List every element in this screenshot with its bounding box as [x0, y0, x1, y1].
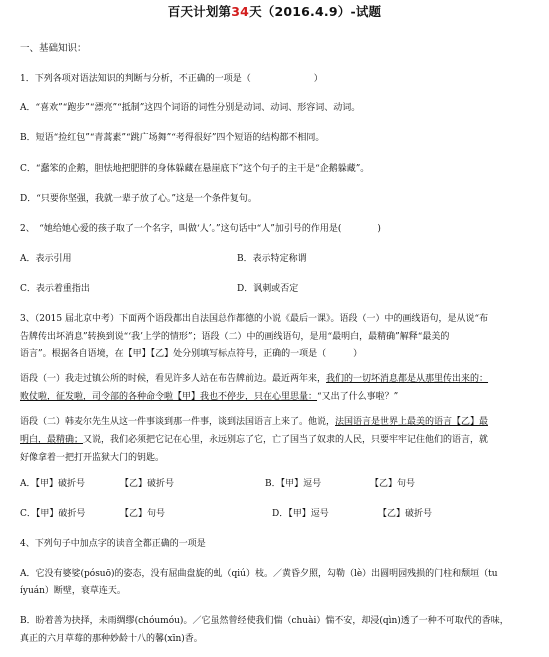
passage2-underlined: 法国语言是世界上最美的语言【乙】最 [335, 417, 489, 427]
passage1-text: 语段（一）我走过镇公所的时候，看见许多人站在布告牌前边。最近两年来， [20, 374, 327, 384]
q2-option-c: C．表示着重指出 [20, 284, 90, 294]
page-title [0, 6, 549, 19]
q1-option-d: D．“只要你坚强，我就一辈子放了心。”这是一个条件复句。 [20, 194, 257, 204]
q3-passage1-line1 [20, 375, 488, 384]
q3-option-b-yi: 【乙】句号 [370, 479, 416, 489]
q3-option-a-jia: A．【甲】破折号 [20, 479, 85, 489]
q3-stem-line3: 语言”。根据各自语境，在【甲】【乙】处分别填写标点符号，正确的一项是（ ） [20, 349, 363, 359]
q3-stem-line2: 告牌传出坏消息”转换到说“‘我’上学的情形”；语段（二）中的画线语句，是用“最明白，最精确”解释“最美的 [20, 332, 450, 342]
q3-option-b-jia: B．【甲】逗号 [265, 479, 322, 489]
q1-option-a: A．“喜欢”“跑步”“漂亮”“抵制”这四个词语的词性分别是动词、动词、形容词、动词。 [20, 103, 361, 113]
section-heading: 一、基础知识： [20, 43, 87, 54]
passage2-underlined-2: 明白，最精确； [20, 435, 84, 445]
passage2-text: 语段（二）韩麦尔先生从这一件事谈到那一件事，谈到法国语言上来了。他说， [20, 417, 336, 427]
q3-stem-line1: 3、（2015 届北京中考）下面两个语段都出自法国总作都德的小说《最后一课》。语段（一）中的画线语句，是从说“布 [20, 314, 489, 324]
title-day-number: 34 [231, 4, 250, 19]
q3-passage2-line3: 好像拿着一把打开监狱大门的钥匙。 [20, 453, 165, 463]
q3-option-d-yi: 【乙】破折号 [378, 509, 433, 519]
q1-option-b: B．短语“捡红包”“青蒿素”“跳广场舞”“考得很好”四个短语的结构都不相同。 [20, 133, 325, 143]
q2-option-d: D．讽刺或否定 [237, 284, 299, 294]
q3-passage2-line2 [20, 436, 488, 445]
title-suffix: 天（2016.4.9）-试题 [249, 4, 382, 19]
q1-option-c: C．“蠢笨的企鹅，胆怯地把肥胖的身体躲藏在悬崖底下”这个句子的主干是“企鹅躲藏”。 [20, 164, 370, 174]
q3-option-c-jia: C．【甲】破折号 [20, 509, 86, 519]
passage2-text-2: 又说，我们必须把它记在心里，永远别忘了它，亡了国当了奴隶的人民，只要牢牢记住他们的语言，就 [83, 435, 489, 445]
passage1-underlined: 我们的一切坏消息都是从那里传出来的： [326, 374, 489, 384]
q1-stem: 1．下列各项对语法知识的判断与分析，不正确的一项是（ ） [20, 74, 323, 84]
q3-option-a-yi: 【乙】破折号 [120, 479, 175, 489]
q3-option-d-jia: D．【甲】逗号 [272, 509, 329, 519]
q4-stem: 4、下列句子中加点字的读音全都正确的一项是 [20, 539, 206, 549]
q3-option-c-yi: 【乙】句号 [120, 509, 166, 519]
q2-stem: 2、 “她给她心爱的孩子取了一个名字，叫做‘人’。”这句话中“人”加引号的作用是( ) [20, 224, 381, 234]
q3-passage2-line1 [20, 418, 488, 427]
q2-option-a: A．表示引用 [20, 254, 72, 264]
q4-option-a-line1: A．它没有婆娑(pósuō)的姿态，没有屈曲盘旋的虬（qiú）枝。／黄昏夕照，勾勒（lè）出圆明园残损的门柱和颓垣（tu [20, 569, 498, 579]
q4-option-b-line2: 真正的六月草莓的那种妙龄十八的馨(xīn)香。 [20, 634, 203, 644]
title-prefix: 百天计划第 [167, 4, 232, 19]
q4-option-b-line1: B．盼着善为抉择，未雨绸缪(chóumóu)。／它虽然曾经使我们惴（chuài）惴不安，却浸(qìn)透了一种不可取代的香味， [20, 616, 509, 626]
q3-passage1-line2 [20, 393, 398, 402]
passage1-underlined-2: 败仗啦，征发啦，司令部的各种命令啦【甲】我也不停步，只在心里思量： [20, 392, 318, 402]
q2-option-b: B．表示特定称谓 [237, 254, 307, 264]
passage1-quote: “又出了什么事啦？” [317, 392, 399, 402]
q4-option-a-line2: íyuán）断壁，衰草连天。 [20, 586, 126, 596]
